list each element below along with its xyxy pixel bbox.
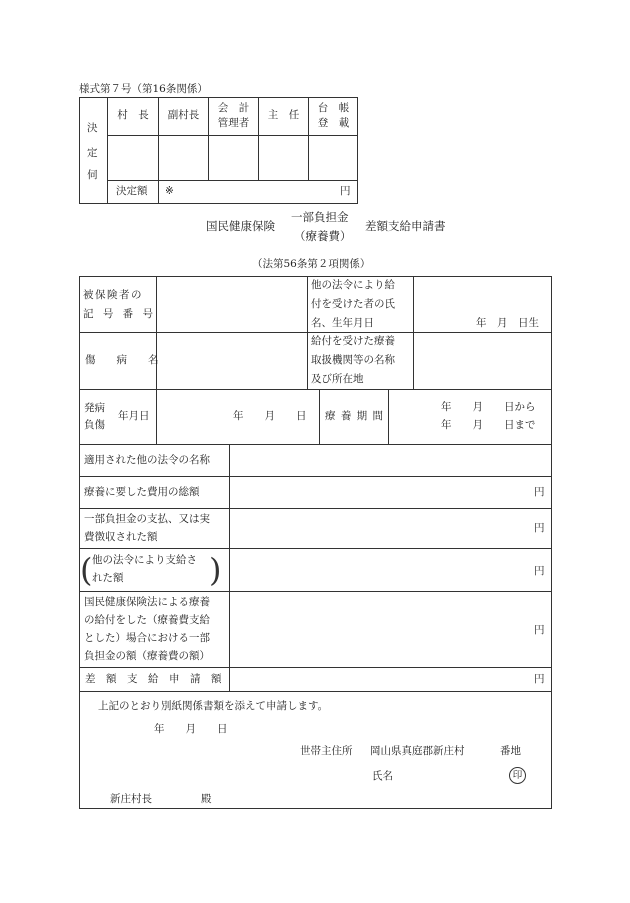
other-law-name-label: 適用された他の法令の名称 — [84, 454, 210, 466]
total-cost-label: 療養に要した費用の総額 — [84, 486, 200, 498]
nhi-copay-label-line4: 負担金の額（療養費の額） — [84, 650, 210, 662]
title-middle-top: 一部負担金 — [291, 210, 349, 224]
nhi-copay-label-line1: 国民健康保険法による療養 — [84, 596, 210, 608]
nhi-copay-label-line2: の給付をした（療養費支給 — [84, 614, 210, 626]
honorific: 殿 — [201, 793, 212, 805]
stamp-cell-ledger-entry[interactable] — [309, 136, 358, 180]
onset-date-value[interactable]: 年 月 日 — [233, 410, 307, 422]
facility-field[interactable] — [414, 333, 552, 389]
copay-label-line1: 一部負担金の支払、又は実 — [84, 513, 210, 525]
other-law-person-label-line3: 名、生年月日 — [311, 317, 374, 329]
injury-name-field[interactable] — [157, 333, 307, 389]
header-accounting-manager: 会 計 管理者 — [217, 101, 250, 129]
insured-number-field[interactable] — [157, 277, 307, 332]
total-cost-yen: 円 — [534, 486, 545, 498]
nhi-copay-yen: 円 — [534, 624, 545, 636]
treatment-period-label: 療 養 期 間 — [325, 410, 385, 422]
decision-side-char-2: 定 — [87, 147, 98, 159]
right-bracket: ) — [209, 551, 222, 589]
title-basis: （法第56条第２項関係） — [252, 258, 371, 270]
copay-label-line2: 費徴収された額 — [84, 531, 158, 543]
addressee: 新庄村長 — [110, 793, 152, 805]
form-number: 様式第７号（第16条関係） — [79, 83, 208, 95]
other-paid-label-line2: れた額 — [92, 572, 124, 584]
decided-amount-unit: 円 — [340, 185, 351, 197]
insured-number-label-line1: 被保険者の — [83, 289, 143, 301]
header-ledger-entry: 台 帳 登 載 — [317, 101, 350, 129]
decided-amount-label: 決定額 — [116, 185, 148, 197]
insured-number-label-line2: 記 号 番 号 — [83, 308, 157, 320]
header-mayor: 村 長 — [117, 109, 149, 122]
application-statement: 上記のとおり別紙関係書類を添えて申請します。 — [98, 700, 329, 712]
header-chief: 主 任 — [267, 109, 300, 122]
title-middle-bottom: （療養費） — [294, 229, 352, 243]
title-prefix: 国民健康保険 — [206, 219, 275, 233]
application-date[interactable]: 年 月 日 — [154, 723, 228, 735]
birth-date-suffix: 年 月 日生 — [476, 317, 539, 329]
facility-label-line2: 取扱機関等の名称 — [311, 354, 395, 366]
other-law-person-label-line2: 付を受けた者の氏 — [311, 298, 395, 310]
address-value: 岡山県真庭郡新庄村 — [370, 745, 465, 757]
difference-claim-label: 差 額 支 給 申 請 額 — [85, 673, 222, 685]
injury-name-label: 傷 病 名 — [85, 354, 159, 366]
left-bracket: ( — [80, 551, 93, 589]
title-suffix: 差額支給申請書 — [365, 219, 446, 233]
other-law-person-label-line1: 他の法令により給 — [311, 279, 395, 291]
other-law-name-field[interactable] — [230, 445, 552, 476]
copay-yen: 円 — [534, 522, 545, 534]
seal-icon: 印 — [509, 767, 526, 784]
nhi-copay-label-line3: とした）場合における一部 — [84, 632, 210, 644]
address-suffix: 番地 — [500, 745, 521, 757]
decided-amount-mark: ※ — [165, 185, 174, 197]
facility-label-line1: 給付を受けた療養 — [311, 335, 395, 347]
onset-date-label: 年月日 — [118, 410, 150, 422]
treatment-period-to[interactable]: 年 月 日まで — [441, 419, 536, 431]
stamp-cell-chief[interactable] — [259, 136, 308, 180]
other-paid-label-line1: 他の法令により支給さ — [92, 554, 197, 566]
stamp-cell-deputy-mayor[interactable] — [159, 136, 208, 180]
difference-claim-yen: 円 — [534, 673, 545, 685]
decision-side-char-1: 決 — [87, 122, 98, 134]
stamp-cell-accounting-manager[interactable] — [209, 136, 258, 180]
address-label: 世帯主住所 — [300, 745, 353, 757]
facility-label-line3: 及び所在地 — [311, 373, 364, 385]
stamp-cell-mayor[interactable] — [108, 136, 158, 180]
decision-side-char-3: 伺 — [87, 169, 98, 181]
header-deputy-mayor: 副村長 — [167, 109, 200, 122]
onset-label-bottom: 負傷 — [84, 419, 105, 431]
other-paid-yen: 円 — [534, 565, 545, 577]
treatment-period-from[interactable]: 年 月 日から — [441, 401, 536, 413]
applicant-name-label: 氏名 — [372, 770, 393, 782]
onset-label-top: 発病 — [84, 402, 105, 414]
